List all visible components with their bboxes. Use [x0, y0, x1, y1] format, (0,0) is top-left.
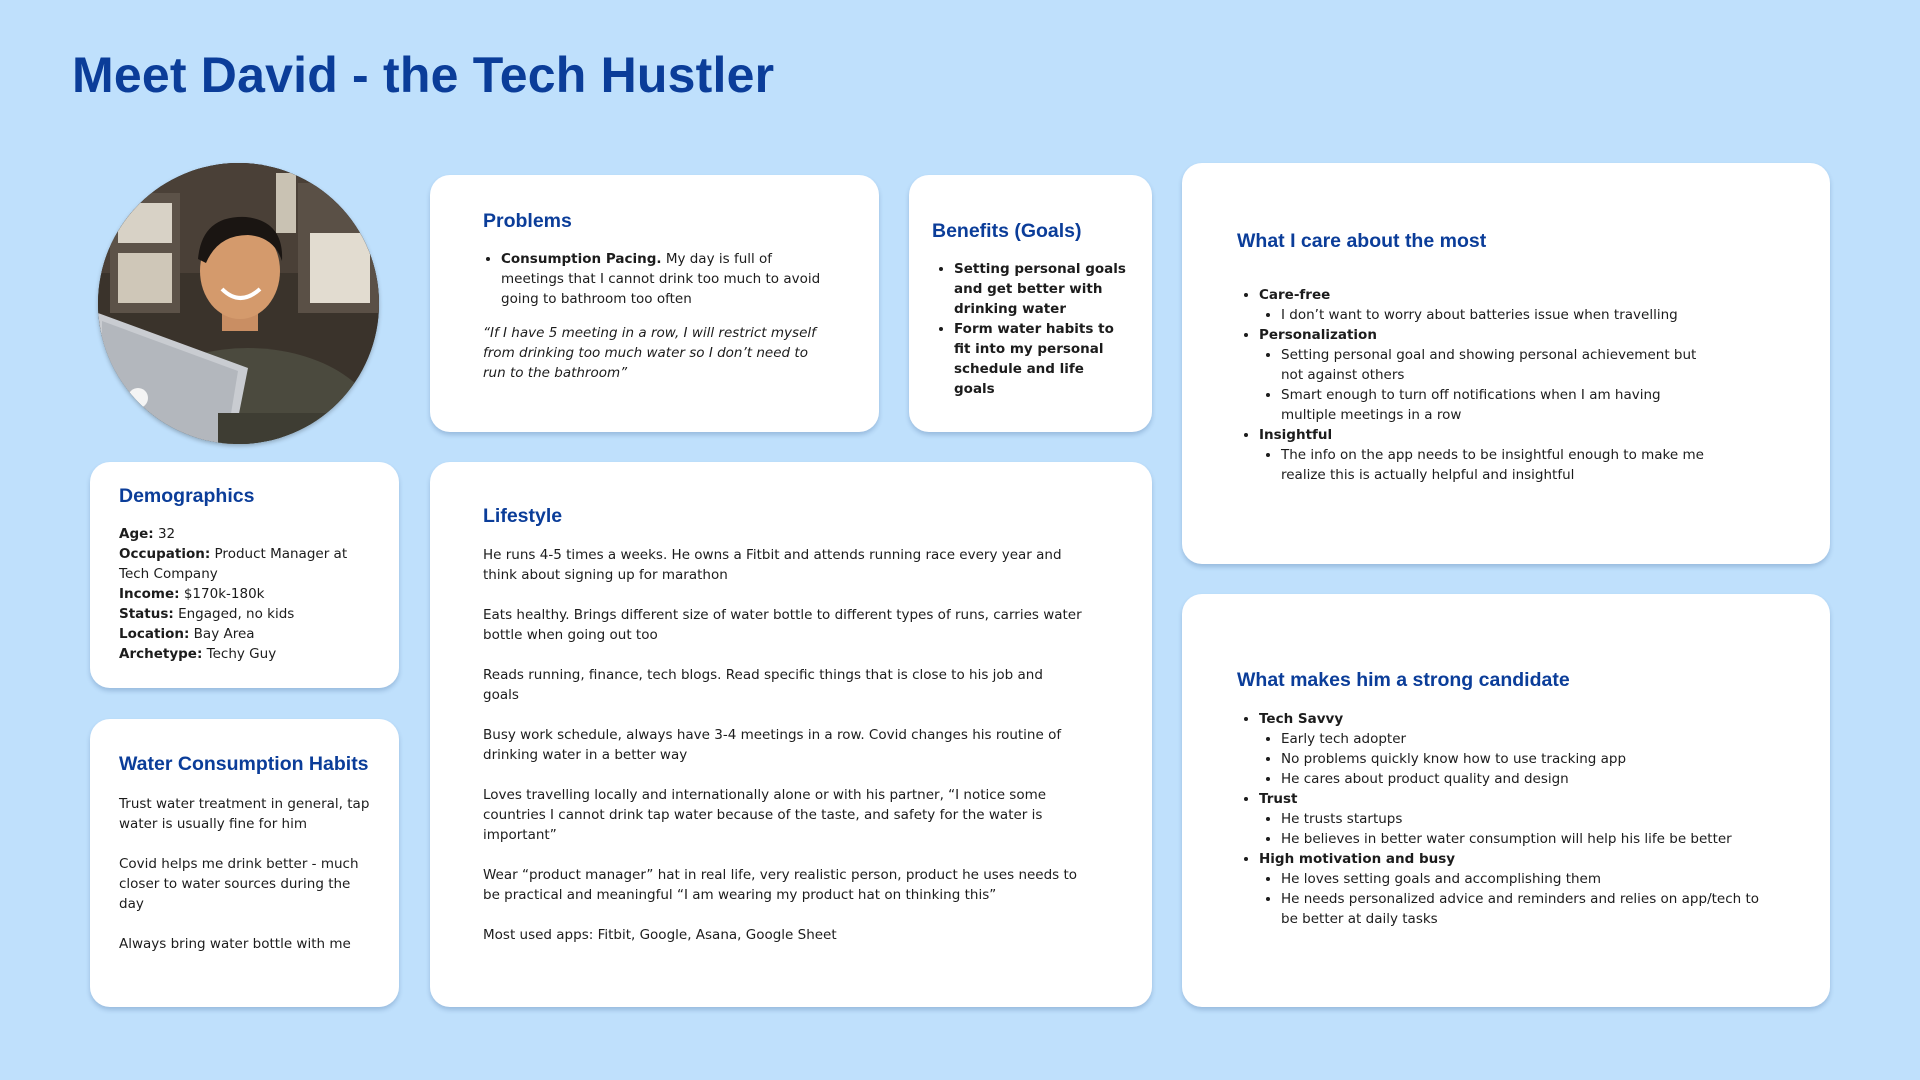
- candidate-body: [1237, 709, 1760, 929]
- demographics-row: Status: Engaged, no kids: [119, 606, 295, 622]
- problems-body: [483, 249, 829, 383]
- candidate-heading: What makes him a strong candidate: [1237, 669, 1570, 691]
- demographics-heading: Demographics: [119, 485, 255, 507]
- care-card: [1182, 163, 1830, 564]
- candidate-item: • He needs personalized advice and reminders and relies on app/tech to be better at daily tasks: [1281, 889, 1760, 929]
- benefit-item: • Setting personal goals and get better with drinking water: [954, 259, 1128, 319]
- candidate-item: • No problems quickly know how to use tracking app: [1281, 749, 1760, 769]
- care-body: [1237, 285, 1720, 485]
- problems-quote: “If I have 5 meeting in a row, I will restrict myself from drinking too much water so I don’t need to run to the bathroom”: [483, 325, 816, 381]
- water-habits-text: [119, 794, 371, 954]
- person-with-laptop-illustration: [98, 163, 379, 444]
- water-habits-card: [90, 719, 399, 1007]
- candidate-item: • He loves setting goals and accomplishing them: [1281, 869, 1760, 889]
- candidate-group: • High motivation and busy • He loves setting goals and accomplishing them • He needs personalized advice and reminders and relies on app/tech to be better at daily tasks: [1259, 849, 1760, 929]
- demographics-card: [90, 462, 399, 688]
- care-item: • Smart enough to turn off notifications when I am having multiple meetings in a row: [1281, 385, 1720, 425]
- lifestyle-paragraph: Loves travelling locally and internationally alone or with his partner, “I notice some countries I cannot drink tap water because of the taste, and safety for the water is important”: [483, 787, 1047, 843]
- lifestyle-paragraph: Eats healthy. Brings different size of water bottle to different types of runs, carries water bottle when going out too: [483, 607, 1082, 643]
- care-group: • Personalization • Setting personal goal and showing personal achievement but not against others • Smart enough to turn off notifications when I am having multiple meetings in a row: [1259, 325, 1720, 425]
- water-habit-paragraph: Covid helps me drink better - much closer to water sources during the day: [119, 856, 359, 912]
- demographics-row: Age: 32: [119, 526, 176, 542]
- care-item: • I don’t want to worry about batteries issue when travelling: [1281, 305, 1720, 325]
- demographics-row: Income: $170k-180k: [119, 586, 265, 602]
- problems-card: [430, 175, 879, 432]
- candidate-card: [1182, 594, 1830, 1007]
- care-item: • Setting personal goal and showing personal achievement but not against others: [1281, 345, 1720, 385]
- lifestyle-paragraph: He runs 4-5 times a weeks. He owns a Fitbit and attends running race every year and think about signing up for marathon: [483, 547, 1062, 583]
- lifestyle-heading: Lifestyle: [483, 505, 563, 527]
- benefits-card: [909, 175, 1152, 432]
- problems-heading: Problems: [483, 210, 572, 232]
- lifestyle-text: [483, 545, 1082, 945]
- candidate-item: • He trusts startups: [1281, 809, 1760, 829]
- benefits-heading: Benefits (Goals): [932, 220, 1082, 242]
- problem-item: • Consumption Pacing. My day is full of meetings that I cannot drink too much to avoid going to bathroom too often: [501, 249, 829, 309]
- water-habits-heading: Water Consumption Habits: [119, 753, 369, 775]
- candidate-item: • He believes in better water consumption will help his life be better: [1281, 829, 1760, 849]
- candidate-item: • He cares about product quality and design: [1281, 769, 1760, 789]
- avatar-photo: [98, 163, 379, 444]
- care-group: • Insightful • The info on the app needs to be insightful enough to make me realize this is actually helpful and insightful: [1259, 425, 1720, 485]
- water-habit-paragraph: Trust water treatment in general, tap water is usually fine for him: [119, 796, 370, 832]
- page-title: Meet David - the Tech Hustler: [72, 47, 775, 103]
- candidate-group: • Tech Savvy • Early tech adopter • No problems quickly know how to use tracking app • He cares about product quality and design: [1259, 709, 1760, 789]
- lifestyle-paragraph: Reads running, finance, tech blogs. Read specific things that is close to his job and goals: [483, 667, 1043, 703]
- demographics-row: Location: Bay Area: [119, 626, 255, 642]
- benefit-item: • Form water habits to fit into my personal schedule and life goals: [954, 319, 1128, 399]
- care-item: • The info on the app needs to be insightful enough to make me realize this is actually helpful and insightful: [1281, 445, 1720, 485]
- benefits-body: [932, 259, 1128, 399]
- lifestyle-paragraph: Wear “product manager” hat in real life, very realistic person, product he uses needs to be practical and meaningful “I am wearing my product hat on thinking this”: [483, 867, 1078, 903]
- care-heading: What I care about the most: [1237, 230, 1487, 252]
- lifestyle-paragraph: Most used apps: Fitbit, Google, Asana, Google Sheet: [483, 927, 837, 943]
- demographics-row: Archetype: Techy Guy: [119, 646, 277, 662]
- water-habit-paragraph: Always bring water bottle with me: [119, 936, 351, 952]
- care-group: • Care-free • I don’t want to worry about batteries issue when travelling: [1259, 285, 1720, 325]
- candidate-group: • Trust • He trusts startups • He believes in better water consumption will help his life be better: [1259, 789, 1760, 849]
- demographics-list: [119, 524, 371, 664]
- candidate-item: • Early tech adopter: [1281, 729, 1760, 749]
- lifestyle-paragraph: Busy work schedule, always have 3-4 meetings in a row. Covid changes his routine of drinking water in a better way: [483, 727, 1062, 763]
- demographics-row: Occupation: Product Manager at Tech Company: [119, 546, 348, 582]
- lifestyle-card: [430, 462, 1152, 1007]
